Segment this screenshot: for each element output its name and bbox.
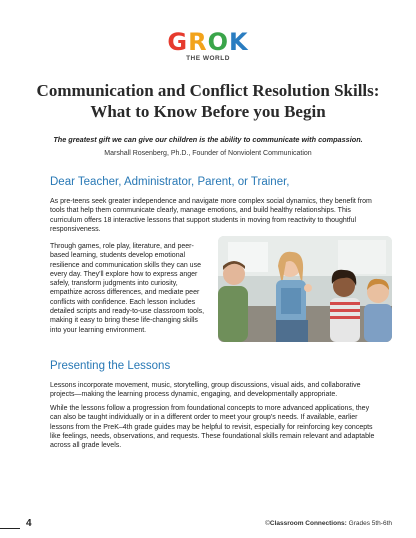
classroom-photo-illustration (218, 236, 392, 342)
copyright-mark: © (265, 520, 270, 527)
footer-series (265, 520, 392, 527)
grade-range: Grades 5th-6th (346, 520, 392, 527)
logo-letter-r: R (188, 28, 208, 56)
page-number: 4 (26, 518, 32, 529)
section-heading-dear-teacher: Dear Teacher, Administrator, Parent, or Trainer, (50, 176, 290, 188)
series-label: Classroom Connections: (269, 520, 347, 527)
lessons-paragraph-2: While the lessons follow a progression from foundational concepts to more advanced applications, they can also be taught individually or in a different order to meet your group's needs. If available, earlier lessons from the PreK–4th grade guides may be helpful to revisit, especially for reinforcing key concepts like feelings, needs, observations, and requests. These foundational skills remain relevant and adaptable across all grade levels. (50, 405, 375, 450)
section-heading-presenting: Presenting the Lessons (50, 360, 171, 372)
quote-attribution: Marshall Rosenberg, Ph.D., Founder of Nonviolent Communication (104, 150, 312, 157)
title-line-2: What to Know Before you Begin (90, 102, 326, 121)
epigraph-quote: The greatest gift we can give our children is the ability to communicate with compassion. (53, 135, 363, 144)
classroom-photo (218, 236, 392, 342)
intro-paragraph: As pre-teens seek greater independence and navigate more complex social dynamics, they benefit from tools that help them communicate clearly, manage emotions, and build healthy relationships. This curriculum offers 18 interactive lessons that support students in moving from reactivity to thoughtful responsiveness. (50, 198, 372, 233)
logo-wordmark (0, 30, 416, 54)
page-title (20, 80, 396, 122)
skills-paragraph: Through games, role play, literature, and peer-based learning, students develop emotional resilience and communication skills they can use every day. They'll explore how to express anger safely, transform judgments into curiosity, empathize across differences, and mediate peer conflicts with confidence. Each lesson includes detailed scripts and ready-to-use classroom tools, making it easy to bring these life-changing skills into your learning environment. (50, 243, 205, 334)
title-line-1: Communication and Conflict Resolution Skills: (36, 81, 380, 100)
footer-rule (0, 528, 20, 529)
logo-letter-k: K (228, 28, 249, 56)
grok-logo (0, 30, 416, 62)
logo-subtitle: THE WORLD (186, 55, 230, 62)
logo-letter-g: G (167, 28, 189, 56)
lessons-paragraph-1: Lessons incorporate movement, music, storytelling, group discussions, visual aids, and collaborative projects—making the learning process dynamic, engaging, and developmentally appropriate. (50, 382, 361, 399)
logo-letter-o: O (207, 28, 229, 56)
